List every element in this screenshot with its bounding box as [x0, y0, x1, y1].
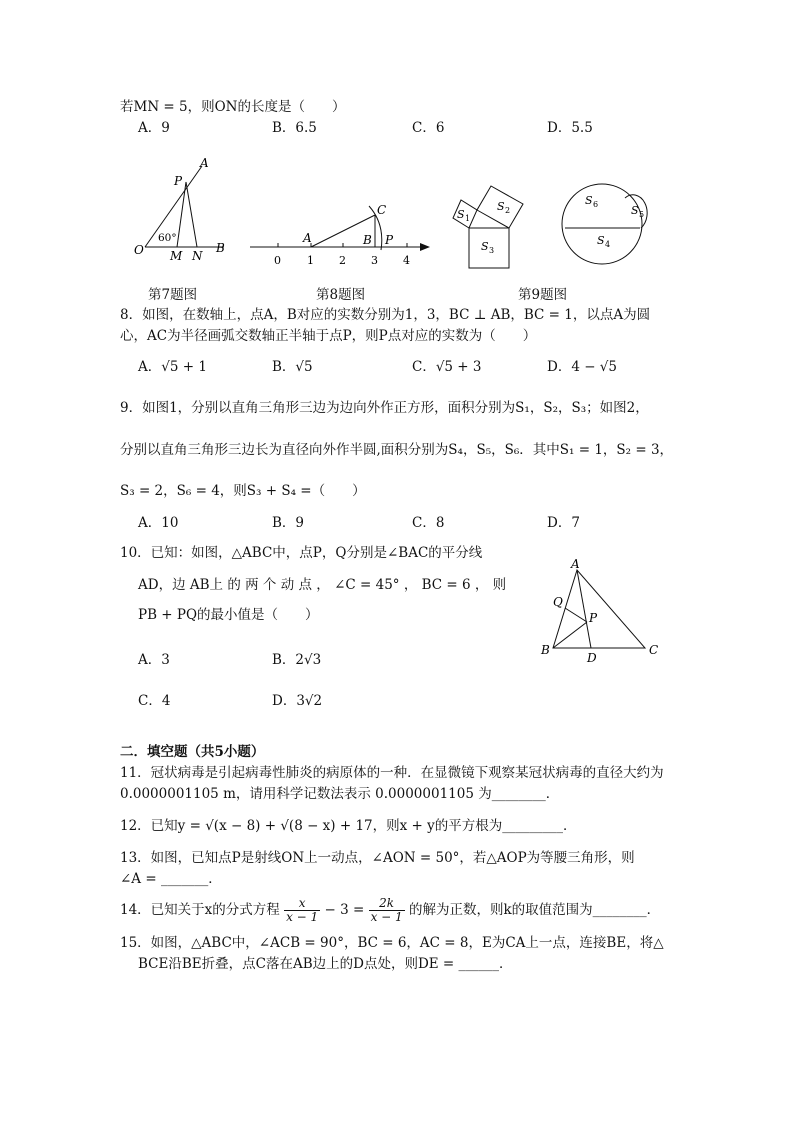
- q14-frac1-numerator: x: [284, 897, 320, 911]
- fig9-s6-sub: 6: [593, 200, 599, 209]
- figure-8-number-line: [245, 200, 445, 280]
- fig8-tick-0: 0: [274, 254, 281, 267]
- fig9-s5: S: [631, 204, 639, 217]
- section-2-heading: 二．填空题（共5小题）: [120, 744, 265, 760]
- q10-option-a: A．3: [138, 652, 170, 668]
- q14-line: [120, 897, 660, 924]
- fig8-label-b: B: [363, 233, 372, 247]
- q9-line1: 9．如图1，分别以直角三角形三边为边向外作正方形，面积分别为S₁，S₂，S₃；如图2，: [120, 400, 649, 416]
- q10-option-d: D．3√2: [272, 693, 323, 709]
- fig9-s2-sub: 2: [505, 206, 511, 215]
- fig10-label-p: P: [589, 611, 598, 625]
- fig9-s5-sub: 5: [639, 210, 645, 219]
- fig7-label-b: B: [216, 241, 225, 255]
- fig9-s3: S: [481, 240, 489, 253]
- fig9-s4-sub: 4: [605, 240, 611, 249]
- fig9-caption: 第9题图: [518, 287, 568, 303]
- q8-option-b: B．√5: [272, 359, 313, 375]
- q9-line3: S₃ = 2，S₆ = 4，则S₃ + S₄ =（ ）: [120, 483, 366, 499]
- q10-line2: AD，边 AB上 的 两 个 动 点 ， ∠C = 45° ， BC = 6 ， 则: [138, 577, 507, 593]
- fig9-s3-sub: 3: [489, 246, 495, 255]
- fig9-s2: S: [497, 200, 505, 213]
- q14-pre: 14．已知关于x的分式方程: [120, 902, 280, 918]
- figure-7-angle-diagram: [130, 152, 240, 262]
- fig10-label-q: Q: [553, 595, 563, 609]
- q9-option-c: C．8: [412, 515, 445, 531]
- q9-option-b: B．9: [272, 515, 305, 531]
- q14-mid: − 3 =: [324, 902, 365, 918]
- q7-option-d: D．5.5: [547, 120, 593, 136]
- q14-frac2-denominator: x − 1: [370, 910, 403, 924]
- q8-option-d: D．4 − √5: [547, 359, 617, 375]
- fig8-tick-2: 2: [339, 254, 346, 267]
- fig9-s1-sub: 1: [465, 214, 471, 223]
- q13-line2: ∠A = _______．: [120, 871, 222, 887]
- q8-option-a: A．√5 + 1: [138, 359, 207, 375]
- fig8-tick-4: 4: [403, 254, 410, 267]
- q8-option-c: C．√5 + 3: [412, 359, 482, 375]
- fig7-label-o: O: [134, 243, 144, 257]
- figure-9-squares-and-semicircles: [445, 178, 675, 288]
- q14-fraction-1: [284, 897, 320, 924]
- fig7-label-n: N: [192, 249, 203, 263]
- q8-line2: 心，AC为半径画弧交数轴正半轴于点P，则P点对应的实数为（ ）: [120, 328, 537, 344]
- q10-line3: PB + PQ的最小值是（ ）: [138, 607, 319, 623]
- q7-option-c: C．6: [412, 120, 445, 136]
- fig7-caption: 第7题图: [148, 287, 198, 303]
- q15-line1: 15．如图，△ABC中，∠ACB = 90°，BC = 6，AC = 8，E为CA上一点，连接BE，将△: [120, 935, 664, 951]
- q14-fraction-2: [369, 897, 405, 924]
- q10-option-c: C．4: [138, 693, 171, 709]
- fig9-s4: S: [597, 234, 605, 247]
- fig7-label-60deg: 60°: [158, 232, 177, 244]
- fig10-label-a: A: [571, 557, 580, 571]
- q9-option-a: A．10: [138, 515, 179, 531]
- q9-option-d: D．7: [547, 515, 580, 531]
- q10-line1: 10．已知：如图，△ABC中，点P，Q分别是∠BAC的平分线: [120, 545, 483, 561]
- q8-line1: 8．如图，在数轴上，点A，B对应的实数分别为1，3，BC ⊥ AB，BC = 1，以点A为圆: [120, 307, 651, 323]
- q7-option-a: A．9: [138, 120, 170, 136]
- fig7-label-a: A: [200, 156, 209, 170]
- fig8-label-c: C: [377, 203, 387, 217]
- fig8-caption: 第8题图: [316, 287, 366, 303]
- fig8-tick-3: 3: [371, 254, 378, 267]
- q9-line2: 分别以直角三角形三边长为直径向外作半圆,面积分别为S₄，S₅，S₆．其中S₁ = 1，S₂ = 3，: [120, 442, 674, 458]
- fig7-label-m: M: [170, 249, 183, 263]
- fig9-s1: S: [457, 208, 465, 221]
- fig10-label-d: D: [587, 651, 597, 665]
- fig8-tick-1: 1: [307, 254, 314, 267]
- q10-option-b: B．2√3: [272, 652, 322, 668]
- q14-frac1-denominator: x − 1: [286, 910, 319, 924]
- q7-option-b: B．6.5: [272, 120, 317, 136]
- q13-line1: 13．如图，已知点P是射线ON上一动点，∠AON = 50°，若△AOP为等腰三角形，则: [120, 850, 635, 866]
- fig10-label-b: B: [541, 643, 550, 657]
- fig9-s6: S: [585, 194, 593, 207]
- q15-line2: BCE沿BE折叠，点C落在AB边上的D点处，则DE = ______．: [138, 956, 513, 972]
- fig8-label-a: A: [303, 231, 312, 245]
- fig8-label-p: P: [385, 233, 394, 247]
- q11-line1: 11．冠状病毒是引起病毒性肺炎的病原体的一种．在显微镜下观察某冠状病毒的直径大约为: [120, 765, 664, 781]
- fig7-label-p: P: [174, 174, 183, 188]
- figure-10-triangle-diagram: [535, 558, 675, 668]
- q7-stem-tail: 若MN = 5，则ON的长度是（ ）: [120, 99, 346, 115]
- q14-post: 的解为正数，则k的取值范围为________．: [408, 902, 661, 918]
- q12-line1: 12．已知y = √(x − 8) + √(8 − x) + 17，则x + y的平方根为_________．: [120, 818, 577, 834]
- fig10-label-c: C: [649, 643, 659, 657]
- q11-line2: 0.0000001105 m，请用科学记数法表示 0.0000001105 为________．: [120, 786, 560, 802]
- q14-frac2-numerator: 2k: [369, 897, 405, 911]
